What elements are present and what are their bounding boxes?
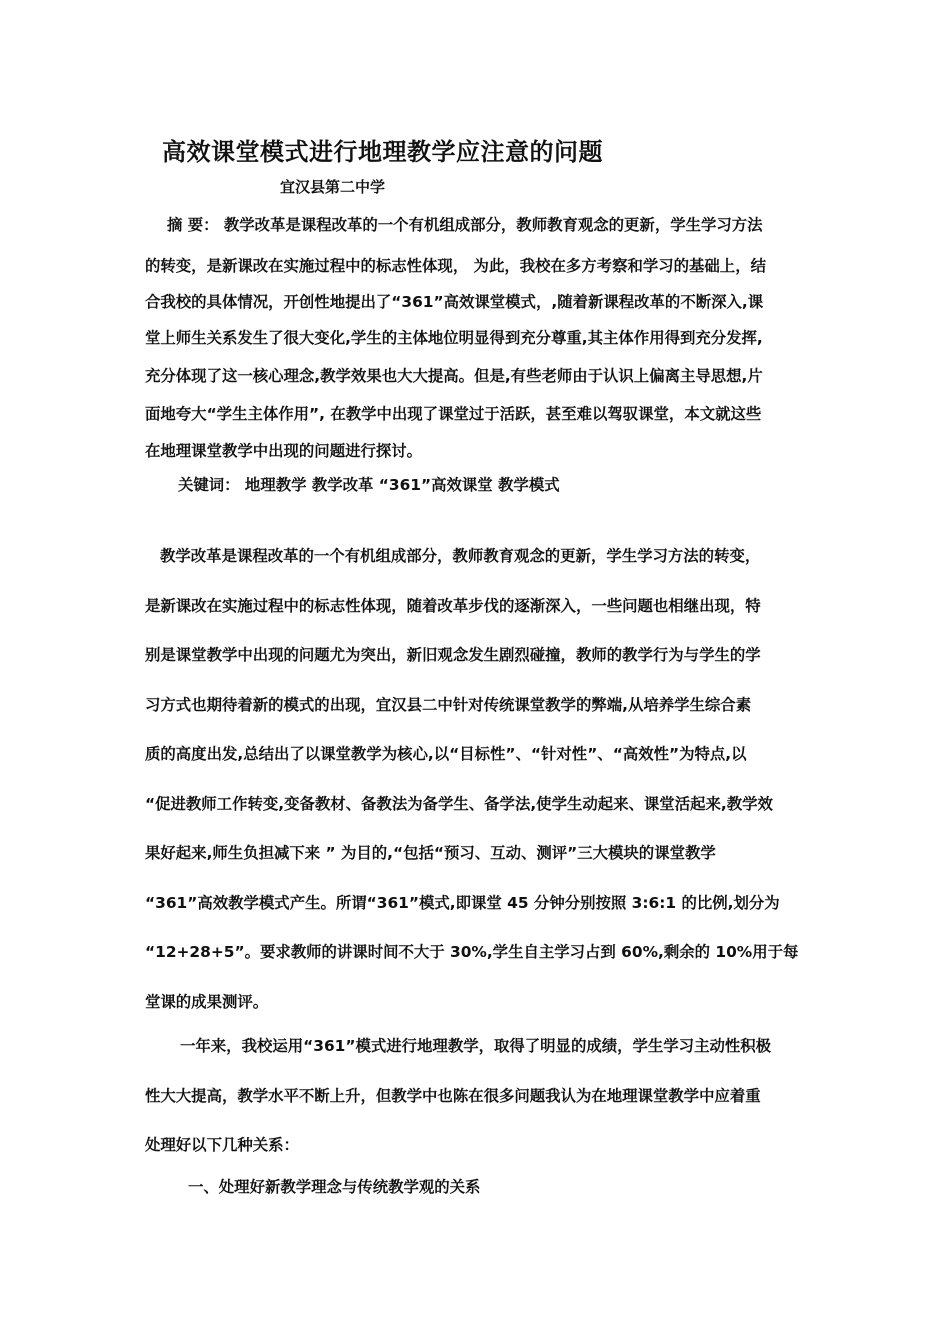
body-line: 处理好以下几种关系： bbox=[145, 1136, 299, 1154]
abstract-line: 堂上师生关系发生了很大变化,学生的主体地位明显得到充分尊重,其主体作用得到充分发挥, bbox=[145, 329, 763, 347]
body-line: 别是课堂教学中出现的问题尤为突出，新旧观念发生剧烈碰撞，教师的教学行为与学生的学 bbox=[145, 646, 761, 664]
body-line: 性大大提高，教学水平不断上升，但教学中也陈在很多问题我认为在地理课堂教学中应着重 bbox=[145, 1087, 761, 1105]
body-line: 习方式也期待着新的模式的出现，宜汉县二中针对传统课堂教学的弊端,从培养学生综合素 bbox=[145, 696, 752, 714]
section-heading: 一、处理好新教学理念与传统教学观的关系 bbox=[188, 1178, 481, 1196]
author-affiliation: 宜汉县第二中学 bbox=[280, 178, 386, 196]
body-line: “促进教师工作转变,变备教材、备教法为备学生、备学法,使学生动起来、课堂活起来,教学效 bbox=[145, 795, 773, 813]
abstract-line: 的转变，是新课改在实施过程中的标志性体现， 为此，我校在多方考察和学习的基础上，结 bbox=[145, 257, 766, 275]
body-line: “12+28+5”。要求教师的讲课时间不大于 30%,学生自主学习占到 60%,剩余的 10%用于每 bbox=[145, 943, 799, 961]
body-line: 教学改革是课程改革的一个有机组成部分，教师教育观念的更新，学生学习方法的转变， bbox=[160, 547, 761, 565]
body-line: 质的高度出发,总结出了以课堂教学为核心,以“目标性”、“针对性”、“高效性”为特点,以 bbox=[145, 745, 747, 763]
document-title: 高效课堂模式进行地理教学应注意的问题 bbox=[162, 138, 603, 166]
abstract-line: 合我校的具体情况，开创性地提出了“361”高效课堂模式，,随着新课程改革的不断深入,课 bbox=[145, 293, 764, 311]
body-line: 一年来，我校运用“361”模式进行地理教学，取得了明显的成绩，学生学习主动性积极 bbox=[180, 1037, 772, 1055]
abstract-line: 充分体现了这一核心理念,教学效果也大大提高。但是,有些老师由于认识上偏离主导思想,片 bbox=[145, 367, 763, 385]
abstract-line: 摘 要： 教学改革是课程改革的一个有机组成部分，教师教育观念的更新，学生学习方法 bbox=[167, 216, 763, 234]
body-line: 是新课改在实施过程中的标志性体现，随着改革步伐的逐渐深入，一些问题也相继出现，特 bbox=[145, 597, 761, 615]
abstract-line: 面地夸大“学生主体作用”, 在教学中出现了课堂过于活跃，甚至难以驾驭课堂，本文就这些 bbox=[145, 405, 762, 423]
abstract-line: 在地理课堂教学中出现的问题进行探讨。 bbox=[145, 442, 423, 460]
body-line: 果好起来,师生负担减下来 ” 为目的,“包括“预习、互动、测评”三大模块的课堂教学 bbox=[145, 844, 716, 862]
keywords: 关键词： 地理教学 教学改革 “361”高效课堂 教学模式 bbox=[178, 476, 560, 494]
body-line: “361”高效教学模式产生。所谓“361”模式,即课堂 45 分钟分别按照 3:6:1 的比例,划分为 bbox=[145, 894, 780, 912]
body-line: 堂课的成果测评。 bbox=[145, 993, 269, 1011]
